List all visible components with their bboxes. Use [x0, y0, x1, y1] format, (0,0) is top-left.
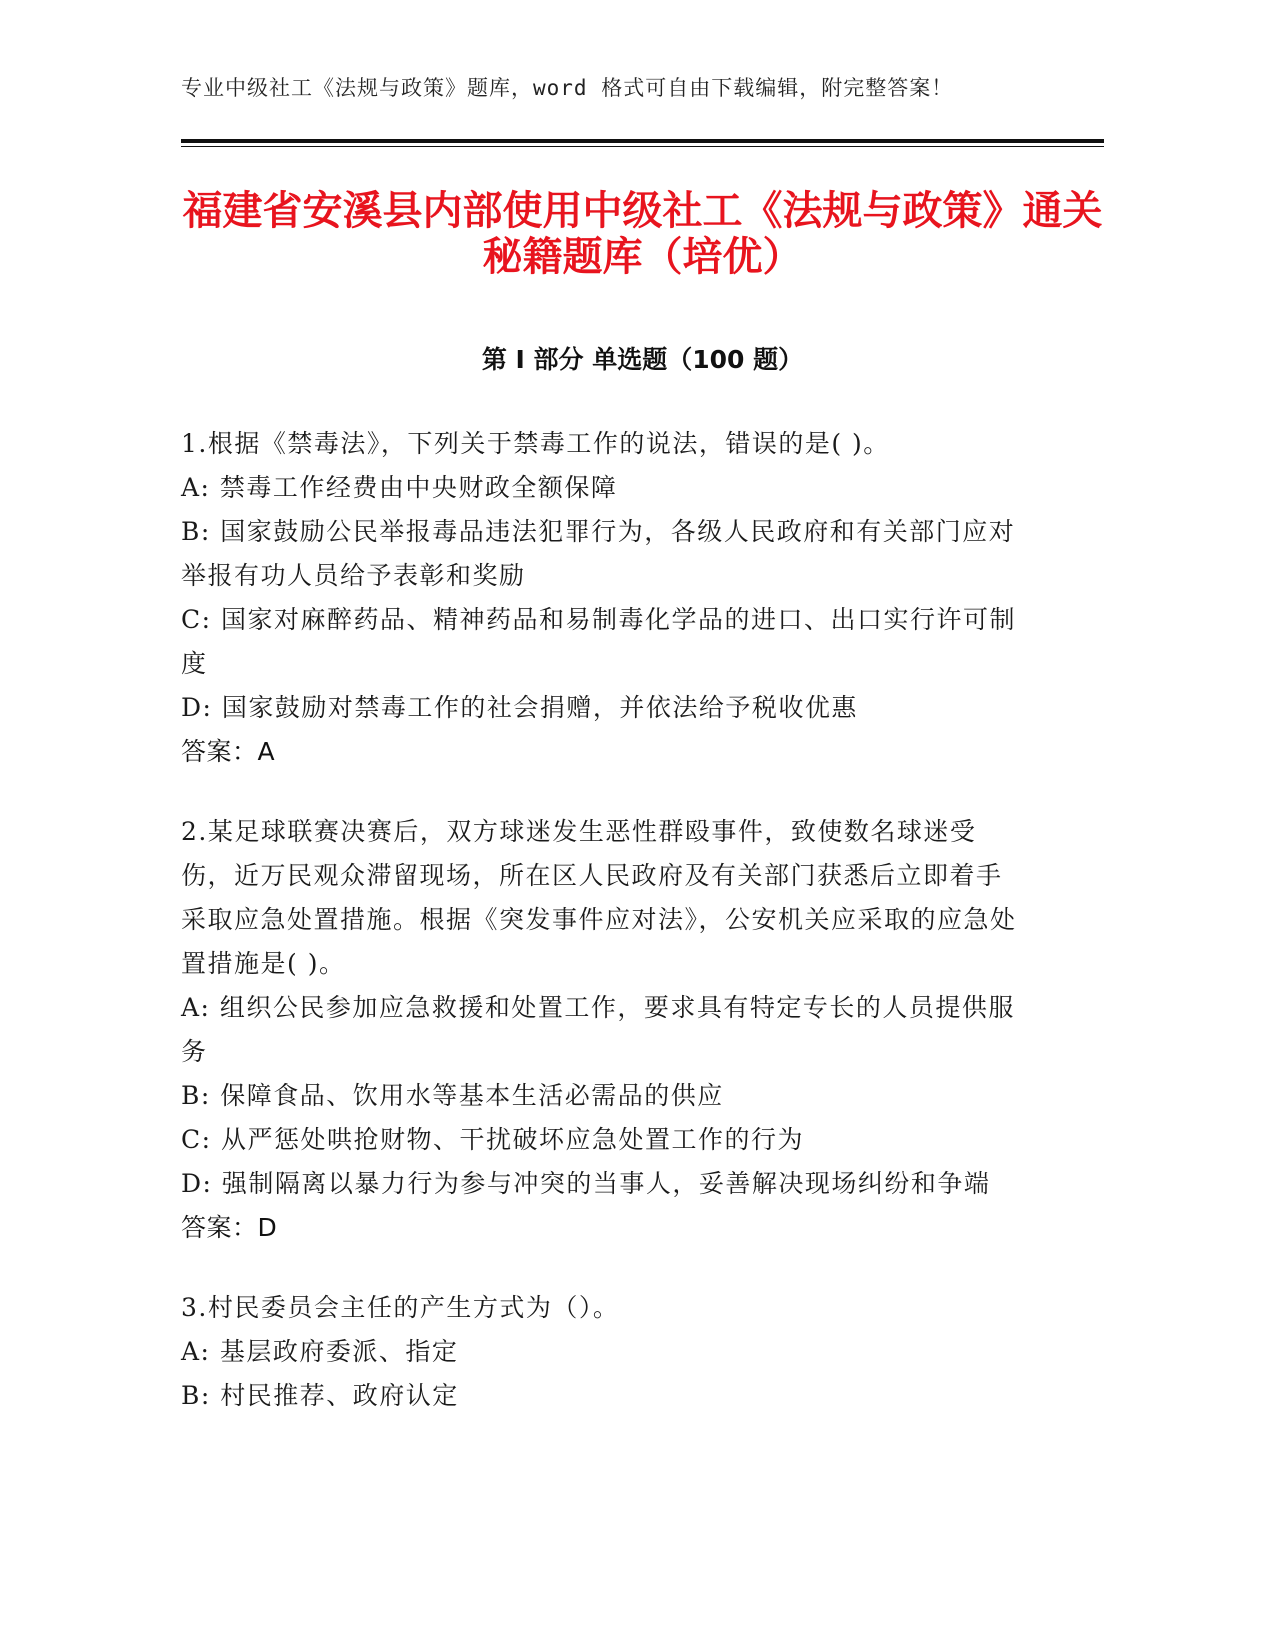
option-c: C: 国家对麻醉药品、精神药品和易制毒化学品的进口、出口实行许可制度 [181, 605, 1017, 678]
option-d: D: 国家鼓励对禁毒工作的社会捐赠，并依法给予税收优惠 [181, 693, 858, 722]
question-3 [181, 1286, 1027, 1418]
document-title: 福建省安溪县内部使用中级社工《法规与政策》通关秘籍题库（培优） [182, 188, 1103, 280]
question-stem: 1.根据《禁毒法》，下列关于禁毒工作的说法，错误的是( )。 [181, 429, 890, 458]
question-stem: 3.村民委员会主任的产生方式为（）。 [181, 1293, 620, 1322]
question-2 [181, 810, 1027, 1250]
answer: 答案：A [181, 737, 276, 766]
header-rule-thick [181, 139, 1104, 143]
section-heading: 第 I 部分 单选题（100 题） [481, 345, 804, 374]
question-1 [181, 422, 1027, 774]
question-list [181, 422, 1027, 1454]
option-c: C: 从严惩处哄抢财物、干扰破坏应急处置工作的行为 [181, 1125, 805, 1154]
option-b: B: 国家鼓励公民举报毒品违法犯罪行为，各级人民政府和有关部门应对举报有功人员给予表彰和奖励 [181, 517, 1016, 590]
option-b: B: 村民推荐、政府认定 [181, 1381, 459, 1410]
option-d: D: 强制隔离以暴力行为参与冲突的当事人，妥善解决现场纠纷和争端 [181, 1169, 991, 1198]
header-rule-thin [181, 146, 1104, 147]
option-a: A: 基层政府委派、指定 [181, 1337, 459, 1366]
question-stem: 2.某足球联赛决赛后，双方球迷发生恶性群殴事件，致使数名球迷受伤，近万民观众滞留现场，所在区人民政府及有关部门获悉后立即着手采取应急处置措施。根据《突发事件应对法》，公安机关应采取的应急处置措施是( )。 [181, 817, 1017, 978]
option-a: A: 组织公民参加应急救援和处置工作，要求具有特定专长的人员提供服务 [181, 993, 1015, 1066]
option-b: B: 保障食品、饮用水等基本生活必需品的供应 [181, 1081, 724, 1110]
header-note: 专业中级社工《法规与政策》题库，word 格式可自由下载编辑，附完整答案！ [181, 76, 954, 100]
option-a: A: 禁毒工作经费由中央财政全额保障 [181, 473, 618, 502]
answer: 答案：D [181, 1213, 278, 1242]
